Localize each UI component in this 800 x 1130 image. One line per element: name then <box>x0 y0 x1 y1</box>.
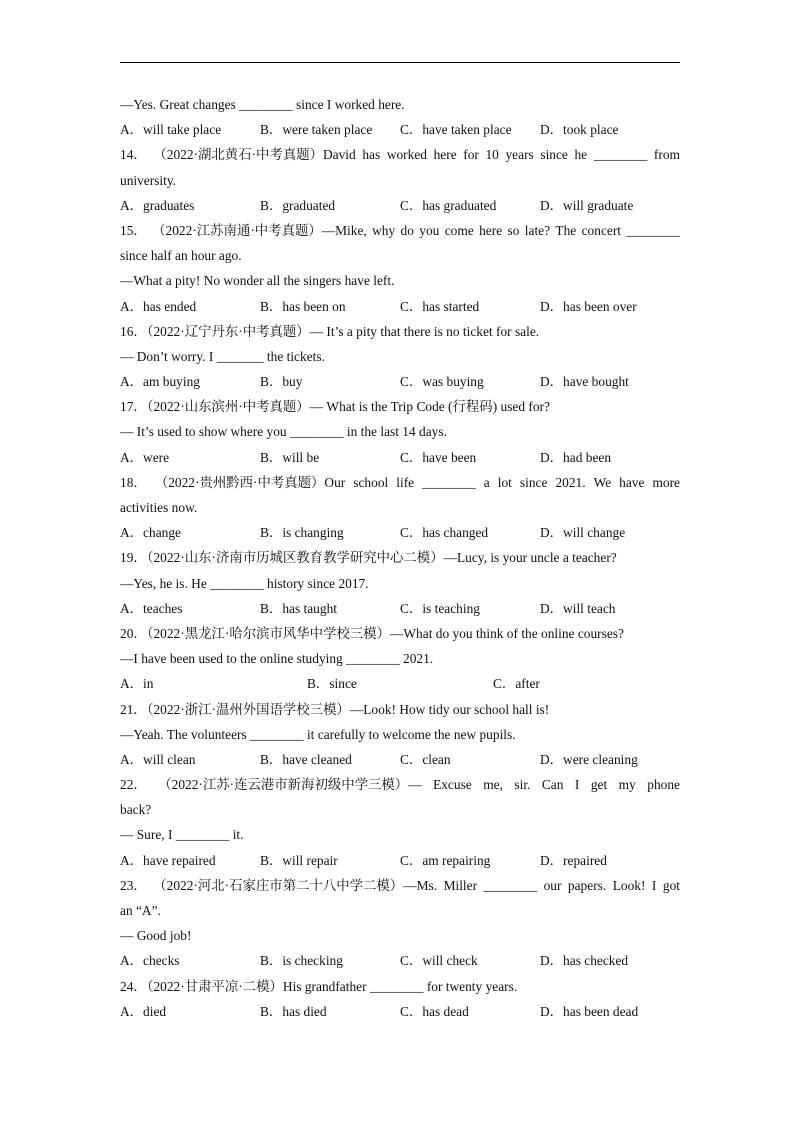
answer-options <box>120 193 680 218</box>
stem-word: sir. <box>514 777 531 793</box>
stem-word: worked <box>386 147 427 163</box>
stem-word: get <box>590 777 608 793</box>
stem-word: ________ <box>593 147 648 163</box>
stem-word: 23． <box>120 877 147 893</box>
answer-options <box>120 520 680 545</box>
answer-options <box>120 848 680 873</box>
text-line: 20．（2022·黑龙江·哈尔滨市风华中学校三模）—What do you think of the online courses? <box>120 625 624 641</box>
stem-word: （2022·湖北黄石·中考真题）David <box>153 147 356 163</box>
text-line: —Yes. Great changes ________ since I worked here. <box>120 97 405 112</box>
option-b: B．has died <box>260 1003 327 1019</box>
option-d: D．were cleaning <box>540 751 638 767</box>
text-line: 21．（2022·浙江·温州外国语学校三模）—Look! How tidy our school hall is! <box>120 701 550 717</box>
stem-word: （2022·江苏南通·中考真题）—Mike, <box>152 222 367 238</box>
answer-options <box>120 369 680 394</box>
text-line: back? <box>120 802 152 818</box>
stem-word: The <box>555 222 577 238</box>
stem-word: since <box>519 474 548 490</box>
option-d: D．took place <box>540 122 619 138</box>
stem-word: Can <box>541 777 564 793</box>
option-d: D．will graduate <box>540 197 634 213</box>
option-b: B．since <box>307 676 357 692</box>
option-c: C．have been <box>400 449 477 465</box>
question-stem <box>120 873 680 898</box>
option-c: C．has graduated <box>400 197 497 213</box>
option-a: A．will clean <box>120 751 196 767</box>
stem-word: late? <box>524 222 551 238</box>
stem-word: you <box>419 222 440 238</box>
option-c: C．is teaching <box>400 600 480 616</box>
stem-word: life <box>396 474 415 490</box>
option-d: D．will teach <box>540 600 616 616</box>
question-stem <box>120 218 680 243</box>
stem-word: 10 <box>485 147 499 163</box>
option-c: C．has changed <box>400 525 489 541</box>
question-stem <box>120 772 680 797</box>
text-line: — Sure, I ________ it. <box>120 827 244 843</box>
stem-word: 14． <box>120 147 147 163</box>
option-b: B．graduated <box>260 197 336 213</box>
stem-word: Excuse <box>433 777 472 793</box>
text-line: —What a pity! No wonder all the singers have left. <box>120 273 395 289</box>
header-rule <box>120 62 680 63</box>
option-d: D．have bought <box>540 374 629 390</box>
question-list <box>120 92 680 1024</box>
option-b: B．were taken place <box>260 122 373 138</box>
stem-word: our <box>543 877 562 893</box>
text-line: — It’s used to show where you ________ in the last 14 days. <box>120 424 447 440</box>
text-line: 17．（2022·山东滨州·中考真题）— What is the Trip Code (行程码) used for? <box>120 399 550 415</box>
text-line: activities now. <box>120 500 198 515</box>
option-a: A．in <box>120 676 154 692</box>
option-b: B．is checking <box>260 953 343 969</box>
text-line: —Yes, he is. He ________ history since 2017. <box>120 575 369 591</box>
text-line: 19．（2022·山东·济南市历城区教育教学研究中心二模）—Lucy, is your uncle a teacher? <box>120 550 617 566</box>
answer-options <box>120 671 680 696</box>
answer-options <box>120 117 680 142</box>
option-c: C．has dead <box>400 1003 469 1019</box>
stem-word: years <box>505 147 534 163</box>
stem-word: phone <box>647 777 680 793</box>
stem-word: he <box>574 147 588 163</box>
option-d: D．had been <box>540 449 612 465</box>
stem-word: for <box>463 147 479 163</box>
option-b: B．have cleaned <box>260 751 352 767</box>
stem-word: why <box>372 222 396 238</box>
text-line: 24．（2022·甘肃平凉·二模）His grandfather ________ for twenty years. <box>120 978 518 994</box>
stem-word: me, <box>483 777 503 793</box>
question-stem <box>120 142 680 167</box>
option-a: A．has ended <box>120 298 197 314</box>
stem-word: Miller <box>443 877 478 893</box>
option-c: C．have taken place <box>400 122 512 138</box>
stem-word: has <box>362 147 381 163</box>
option-a: A．teaches <box>120 600 183 616</box>
stem-word: lot <box>497 474 512 490</box>
answer-options <box>120 999 680 1024</box>
stem-word: 15． <box>120 222 147 238</box>
text-line: university. <box>120 172 177 188</box>
stem-word: school <box>353 474 389 490</box>
option-a: A．am buying <box>120 374 200 390</box>
stem-word: ________ <box>483 877 538 893</box>
answer-options <box>120 294 680 319</box>
stem-word: my <box>618 777 636 793</box>
stem-word: come <box>444 222 474 238</box>
text-line: 16．（2022·辽宁丹东·中考真题）— It’s a pity that there is no ticket for sale. <box>120 323 540 339</box>
option-d: D．has been dead <box>540 1003 639 1019</box>
option-d: D．will change <box>540 525 626 541</box>
stem-word: （2022·河北·石家庄市第二十八中学二模）—Ms. <box>153 877 438 893</box>
stem-word: （2022·贵州黔西·中考真题）Our <box>154 474 346 490</box>
stem-word: 22． <box>120 777 147 793</box>
option-d: D．has checked <box>540 953 629 969</box>
stem-word: 18． <box>120 474 147 490</box>
option-c: C．clean <box>400 751 451 767</box>
stem-word: concert <box>581 222 622 238</box>
stem-word: do <box>400 222 414 238</box>
answer-options <box>120 596 680 621</box>
stem-word: papers. <box>567 877 607 893</box>
text-line: — Don’t worry. I _______ the tickets. <box>120 348 325 364</box>
stem-word: ________ <box>422 474 476 490</box>
option-a: A．will take place <box>120 122 222 138</box>
stem-word: Look! <box>612 877 646 893</box>
option-c: C．will check <box>400 953 478 969</box>
stem-word: 2021. <box>555 474 586 490</box>
option-d: D．repaired <box>540 852 607 868</box>
stem-word: ________ <box>626 222 680 238</box>
text-line: —Yeah. The volunteers ________ it carefully to welcome the new pupils. <box>120 726 516 742</box>
text-line: since half an hour ago. <box>120 248 242 264</box>
option-b: B．will be <box>260 449 320 465</box>
stem-word: since <box>540 147 568 163</box>
option-d: D．has been over <box>540 298 637 314</box>
stem-word: so <box>507 222 520 238</box>
stem-word: I <box>651 877 657 893</box>
option-c: C．was buying <box>400 374 484 390</box>
answer-options <box>120 445 680 470</box>
option-c: C．am repairing <box>400 852 491 868</box>
stem-word: （2022·江苏·连云港市新海初级中学三模）— <box>158 777 422 793</box>
option-a: A．were <box>120 449 170 465</box>
option-c: C．has started <box>400 298 480 314</box>
stem-word: got <box>662 877 680 893</box>
stem-word: more <box>652 474 680 490</box>
option-b: B．has been on <box>260 298 346 314</box>
option-a: A．change <box>120 525 181 541</box>
option-a: A．have repaired <box>120 852 216 868</box>
option-b: B．is changing <box>260 525 344 541</box>
stem-word: have <box>619 474 645 490</box>
option-a: A．checks <box>120 953 180 969</box>
stem-word: here <box>479 222 503 238</box>
answer-options <box>120 747 680 772</box>
question-stem <box>120 470 680 495</box>
option-b: B．will repair <box>260 852 338 868</box>
option-b: B．has taught <box>260 600 337 616</box>
stem-word: here <box>433 147 457 163</box>
stem-word: from <box>653 147 680 163</box>
answer-options <box>120 948 680 973</box>
text-line: —I have been used to the online studying ________ 2021. <box>120 651 434 667</box>
text-line: — Good job! <box>120 928 192 944</box>
text-line: an “A”. <box>120 903 161 918</box>
stem-word: a <box>483 474 490 490</box>
option-c: C．after <box>493 676 540 692</box>
option-a: A．graduates <box>120 197 195 213</box>
stem-word: We <box>593 474 612 490</box>
stem-word: I <box>574 777 580 793</box>
option-b: B．buy <box>260 374 303 390</box>
option-a: A．died <box>120 1003 167 1019</box>
